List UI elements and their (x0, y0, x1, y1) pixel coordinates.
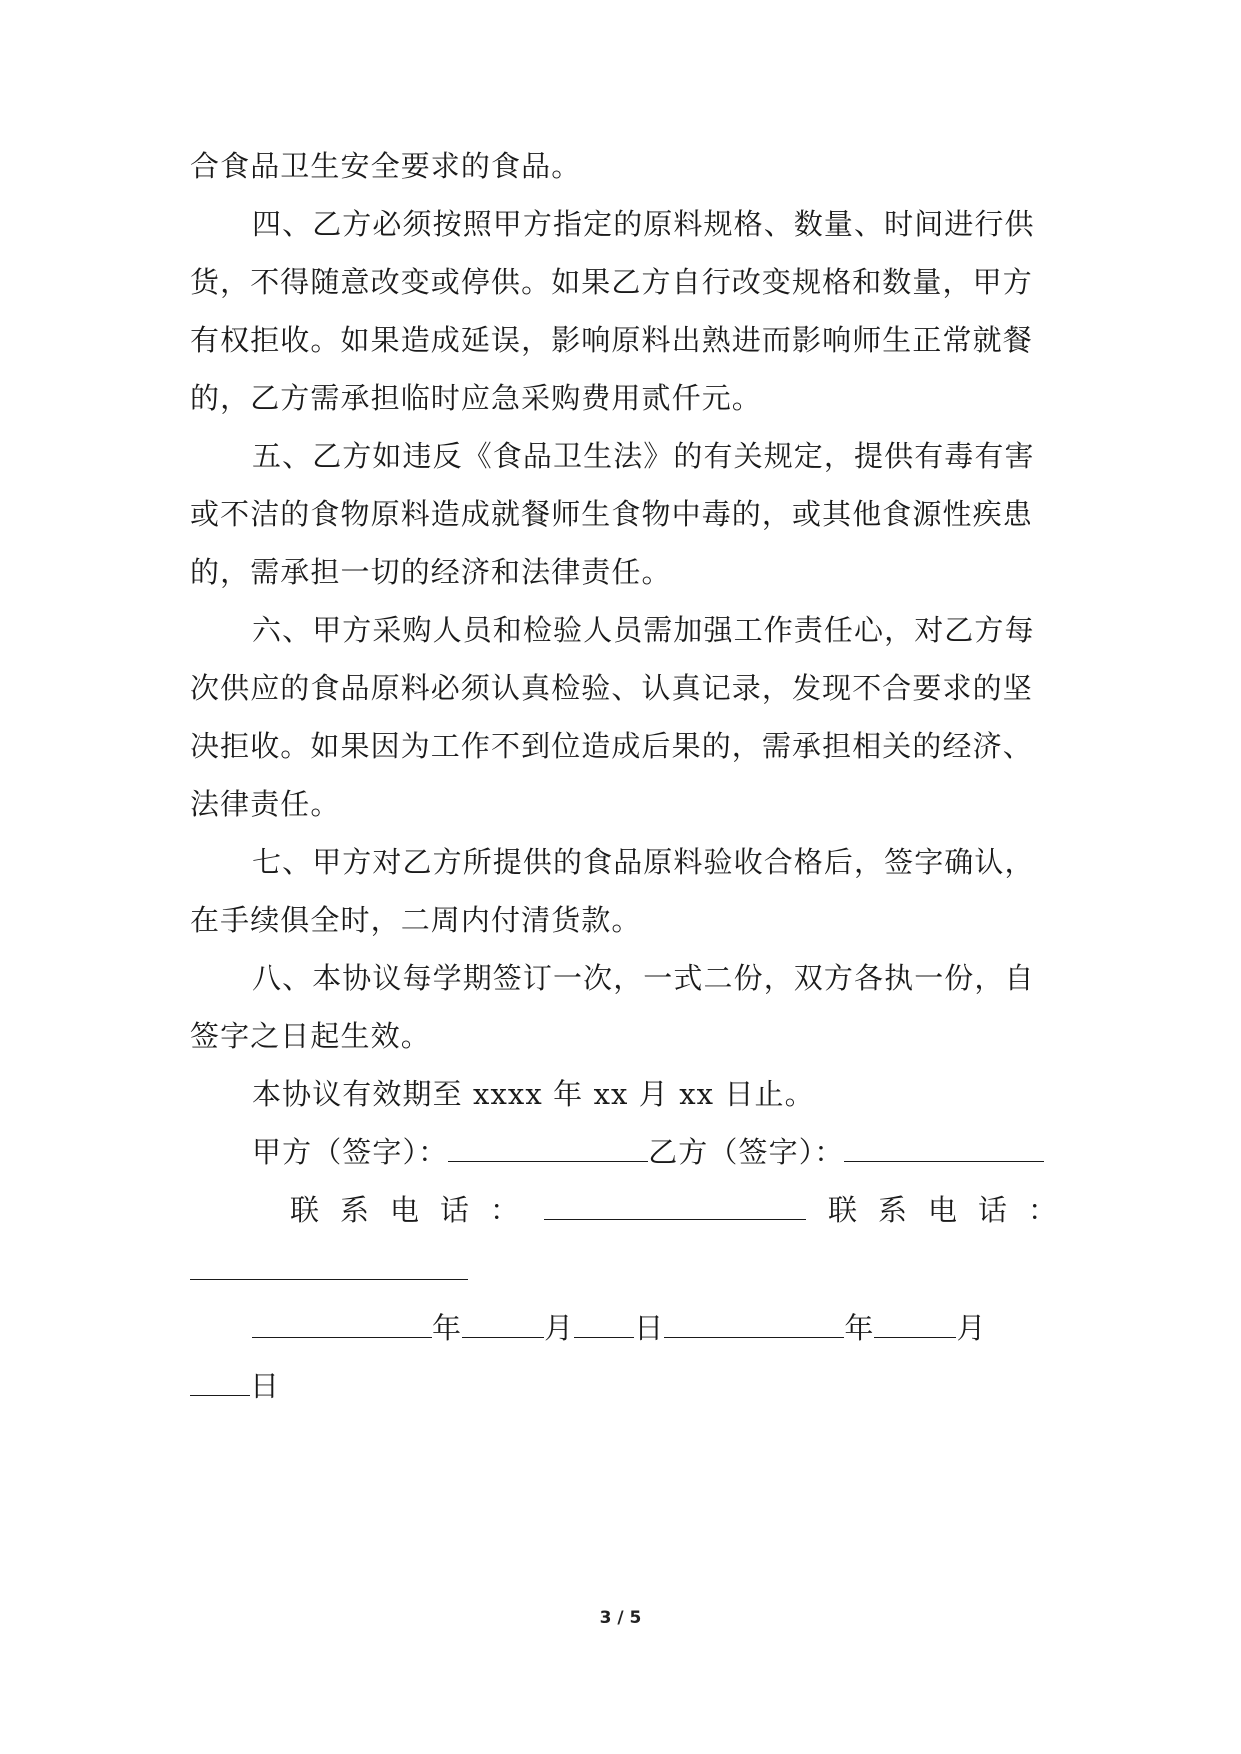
party-a-phone-blank (544, 1193, 806, 1220)
date-line (252, 1308, 1132, 1348)
year-label: 年 (844, 1311, 875, 1345)
party-b-phone-blank (190, 1253, 468, 1280)
party-a-month-blank (462, 1311, 544, 1338)
date-continuation-line (190, 1366, 1070, 1406)
paragraph-line: 的，乙方需承担临时应急采购费用贰仟元。 (190, 381, 762, 415)
paragraph-line: 六、甲方采购人员和检验人员需加强工作责任心，对乙方每 (252, 613, 1035, 647)
paragraph-line: 法律责任。 (190, 787, 341, 821)
party-b-label: 乙方（签字）： (648, 1135, 845, 1169)
party-b-signature-blank (844, 1135, 1044, 1162)
paragraph-line: 七、甲方对乙方所提供的食品原料验收合格后，签字确认， (252, 845, 1035, 879)
paragraph-line: 合食品卫生安全要求的食品。 (190, 149, 582, 183)
signature-line (252, 1132, 1132, 1172)
party-a-day-blank (574, 1311, 634, 1338)
paragraph-line: 或不洁的食物原料造成就餐师生食物中毒的，或其他食源性疾患 (190, 497, 1033, 531)
validity-line: 本协议有效期至 xxxx 年 xx 月 xx 日止。 (252, 1077, 815, 1111)
party-a-phone-label: 联系电话： (290, 1193, 541, 1227)
paragraph-line: 有权拒收。如果造成延误，影响原料出熟进而影响师生正常就餐 (190, 323, 1033, 357)
paragraph-line: 次供应的食品原料必须认真检验、认真记录，发现不合要求的坚 (190, 671, 1033, 705)
day-label: 日 (250, 1369, 281, 1403)
paragraph-line: 签字之日起生效。 (190, 1019, 431, 1053)
phone-continuation-line (190, 1250, 1070, 1290)
paragraph-line: 决拒收。如果因为工作不到位造成后果的，需承担相关的经济、 (190, 729, 1033, 763)
paragraph-line: 八、本协议每学期签订一次，一式二份，双方各执一份，自 (252, 961, 1035, 995)
month-label: 月 (544, 1311, 575, 1345)
party-a-signature-blank (448, 1135, 648, 1162)
party-b-month-blank (874, 1311, 956, 1338)
paragraph-line: 五、乙方如违反《食品卫生法》的有关规定，提供有毒有害 (252, 439, 1035, 473)
paragraph-line: 在手续俱全时，二周内付清货款。 (190, 903, 642, 937)
day-label: 日 (634, 1311, 665, 1345)
paragraph-line: 的，需承担一切的经济和法律责任。 (190, 555, 672, 589)
month-label: 月 (956, 1311, 987, 1345)
page-number: 3 / 5 (599, 1608, 642, 1628)
party-a-year-blank (252, 1311, 432, 1338)
party-a-label: 甲方（签字）： (252, 1135, 449, 1169)
party-b-year-blank (664, 1311, 844, 1338)
paragraph-line: 四、乙方必须按照甲方指定的原料规格、数量、时间进行供 (252, 207, 1035, 241)
paragraph-line: 货，不得随意改变或停供。如果乙方自行改变规格和数量，甲方 (190, 265, 1033, 299)
party-b-phone-label: 联系电话： (828, 1193, 1079, 1227)
year-label: 年 (432, 1311, 463, 1345)
party-b-day-blank (190, 1369, 250, 1396)
phone-line (290, 1190, 1170, 1230)
